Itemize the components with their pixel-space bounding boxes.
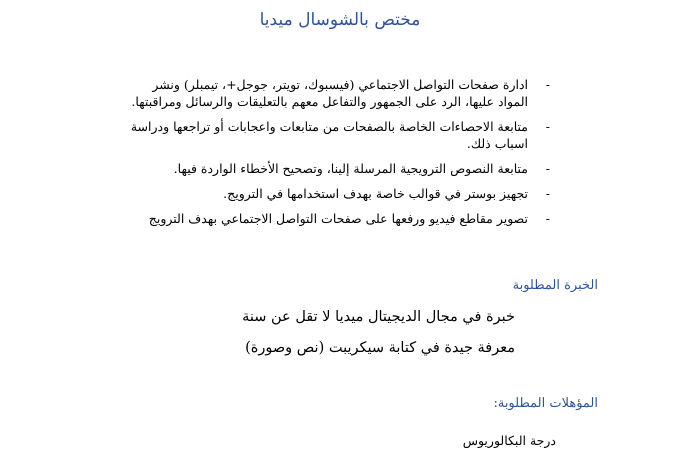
- bullet-dash: -: [545, 119, 550, 134]
- experience-heading: الخبرة المطلوبة: [512, 278, 598, 293]
- task-item: [128, 118, 550, 152]
- bullet-dash: -: [545, 211, 550, 226]
- bullet-dash: -: [545, 186, 550, 201]
- task-item: [128, 76, 550, 110]
- page-title: مختص بالشوسال ميديا: [259, 10, 421, 30]
- task-text: تجهيز بوستر في قوالب خاصة بهدف استخدامها في الترويج.: [223, 186, 528, 201]
- task-item: [128, 160, 550, 177]
- tasks-list: [128, 76, 550, 235]
- task-item: [128, 185, 550, 202]
- qualification-item: درجة البكالوريوس: [462, 433, 556, 448]
- task-text: ادارة صفحات التواصل الاجتماعي (فيسبوك، تويتر، جوجل+، تيمبلر) ونشر المواد عليها، الرد على الجمهور والتفاعل معهم بالتعليقات والرسائل ومراقبتها.: [131, 77, 528, 109]
- task-text: متابعة النصوص الترويجية المرسلة إلينا، وتصحيح الأخطاء الواردة فيها.: [173, 161, 528, 176]
- bullet-dash: -: [545, 77, 550, 92]
- task-text: متابعة الاحصاءات الخاصة بالصفحات من متابعات واعجابات أو تراجعها ودراسة اسباب ذلك.: [130, 119, 528, 151]
- bullet-dash: -: [545, 161, 550, 176]
- experience-item: معرفة جيدة في كتابة سيكريبت (نص وصورة): [245, 340, 515, 356]
- experience-item: خبرة في مجال الديجيتال ميديا لا تقل عن سنة: [242, 309, 515, 325]
- task-item: [128, 210, 550, 227]
- qualifications-heading: المؤهلات المطلوبة:: [493, 396, 598, 411]
- task-text: تصوير مقاطع فيديو ورفعها على صفحات التواصل الاجتماعي بهدف الترويج: [148, 211, 528, 226]
